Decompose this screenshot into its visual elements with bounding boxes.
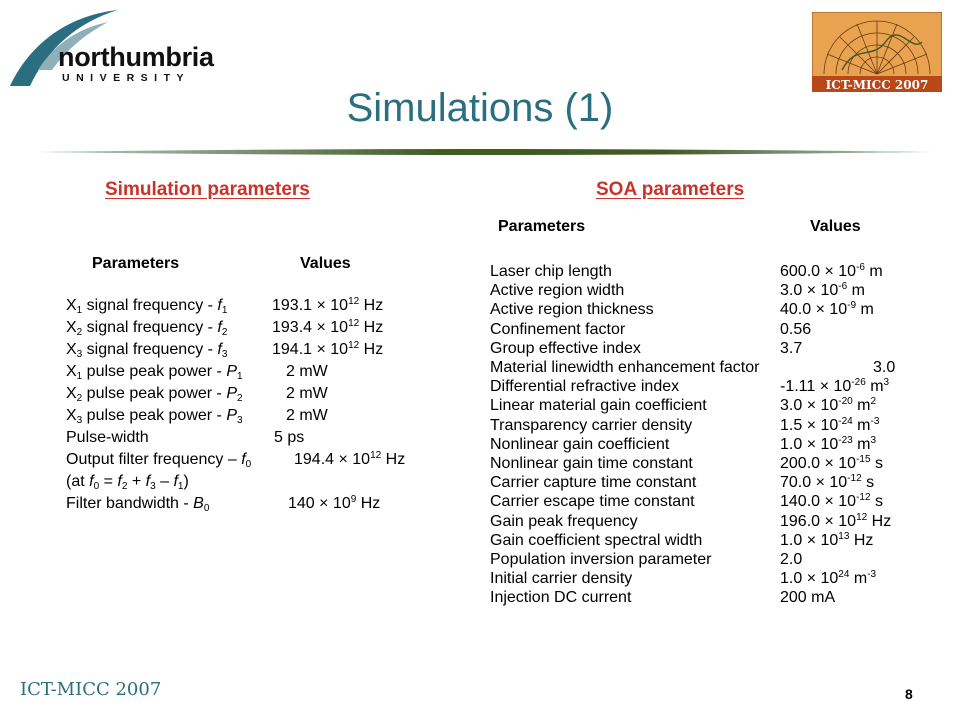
conference-logo-graphic <box>812 12 942 92</box>
soa-row-label: Material linewidth enhancement factor <box>490 359 760 376</box>
northumbria-logo <box>8 8 248 88</box>
soa-row-value: $1.0 \times 10^{13}$ Hz <box>780 530 874 549</box>
soa-row <box>490 358 896 377</box>
soa-row-label: Linear material gain coefficient <box>490 397 707 415</box>
soa-row-value: 3.0 <box>873 359 896 376</box>
sim-row: $X_3$ signal frequency - $f_3$ $194.1 \times 10^{12}$ Hz <box>66 340 384 360</box>
page-number: 8 <box>905 686 913 702</box>
soa-row-label: Confinement factor <box>490 320 626 338</box>
sim-row: Output filter frequency – $f_0$ $194.4 \times 10^{12}$ Hz <box>66 450 406 470</box>
sim-row: $X_2$ pulse peak power - $P_2$ 2 mW <box>66 385 328 404</box>
simulation-parameters-heading: Simulation parameters <box>105 179 310 200</box>
soa-row-label: Group effective index <box>490 339 641 357</box>
soa-row <box>490 569 877 588</box>
soa-row <box>490 530 874 550</box>
conference-logo <box>812 12 942 92</box>
soa-row-value: $-1.11 \times 10^{-26}$ $m^3$ <box>780 377 890 396</box>
soa-row-label: Population inversion parameter <box>490 551 712 568</box>
soa-row-value: $140.0 \times 10^{-12}$ s <box>780 492 883 511</box>
soa-row-value: 0.56 <box>780 320 812 338</box>
soa-row-label: Transparency carrier density <box>490 416 693 434</box>
soa-row-label: Nonlinear gain coefficient <box>490 435 670 453</box>
soa-row-label: Gain peak frequency <box>490 512 638 530</box>
sim-row: $X_3$ pulse peak power - $P_3$ 2 mW <box>66 407 328 426</box>
soa-row-label: Differential refractive index <box>490 378 680 396</box>
sim-bandwidth-row: Filter bandwidth - $B_0$ $140 \times 10^9$ Hz <box>66 494 381 514</box>
soa-row-label: Nonlinear gain time constant <box>490 455 693 472</box>
soa-row-label: Injection DC current <box>490 589 632 607</box>
soa-row-label: Active region width <box>490 282 625 300</box>
soa-row-value: 2.0 <box>780 551 803 568</box>
soa-row <box>490 300 874 319</box>
soa-row <box>490 339 803 358</box>
soa-row <box>490 588 836 607</box>
soa-row <box>490 415 880 435</box>
soa-parameters-column-header: Parameters <box>498 218 586 235</box>
soa-values-column-header: Values <box>810 218 861 235</box>
soa-row-label: Carrier escape time constant <box>490 493 695 511</box>
sim-row: $X_1$ signal frequency - $f_1$ $193.1 \times 10^{12}$ Hz <box>66 296 384 316</box>
sim-row: Pulse-width 5 ps <box>66 429 305 446</box>
sim-row: $X_1$ pulse peak power - $P_1$ 2 mW <box>66 363 328 382</box>
conference-logo-text: ICT-MICC 2007 <box>825 78 929 92</box>
soa-row <box>490 396 877 415</box>
soa-row-value: $196.0 \times 10^{12}$ Hz <box>780 511 892 530</box>
simulation-parameters-column-header: Parameters <box>92 255 180 272</box>
soa-row-value: $1.0 \times 10^{24}$ $m^{-3}$ <box>780 569 877 588</box>
soa-row <box>490 262 883 281</box>
soa-row-label: Active region thickness <box>490 301 654 319</box>
soa-row-value: $200.0 \times 10^{-15}$ s <box>780 454 883 472</box>
soa-row <box>490 281 865 300</box>
sim-note-row: (at $f_0 = f_2 + f_3 - f_1$) <box>66 473 189 492</box>
soa-row <box>490 434 877 454</box>
sim-row: $X_2$ signal frequency - $f_2$ $193.4 \times 10^{12}$ Hz <box>66 318 384 338</box>
soa-row <box>490 550 803 569</box>
university-subtitle: UNIVERSITY <box>62 72 191 84</box>
soa-row <box>490 492 883 511</box>
footer-conference: ICT-MICC 2007 <box>20 679 162 700</box>
soa-row <box>490 454 883 473</box>
soa-row-value: $3.0 \times 10^{-20}$ $m^2$ <box>780 396 877 415</box>
soa-row-value: 200 mA <box>780 589 836 607</box>
title-divider <box>36 148 934 156</box>
soa-row-label: Laser chip length <box>490 263 612 280</box>
soa-row-label: Gain coefficient spectral width <box>490 531 703 549</box>
simulation-values-column-header: Values <box>300 255 351 272</box>
university-wordmark: northumbria <box>58 42 214 72</box>
soa-row-label: Initial carrier density <box>490 570 633 588</box>
soa-row <box>490 473 875 492</box>
soa-row-value: $1.0 \times 10^{-23}$ $m^3$ <box>780 434 877 453</box>
soa-row <box>490 377 890 396</box>
soa-row-value: 3.7 <box>780 339 803 357</box>
slide-title: Simulations (1) <box>346 86 614 130</box>
soa-parameters-heading: SOA parameters <box>596 179 745 200</box>
soa-row-value: $1.5 \times 10^{-24}$ $m^{-3}$ <box>780 415 880 434</box>
soa-row <box>490 511 892 531</box>
soa-row-value: $70.0 \times 10^{-12}$ s <box>780 473 875 492</box>
soa-row-value: $40.0 \times 10^{-9}$ m <box>780 300 874 319</box>
soa-row-value: $3.0 \times 10^{-6}$ m <box>780 281 865 300</box>
soa-row-label: Carrier capture time constant <box>490 474 697 492</box>
soa-row-value: $600.0 \times 10^{-6}$ m <box>780 262 883 280</box>
soa-row <box>490 320 812 339</box>
